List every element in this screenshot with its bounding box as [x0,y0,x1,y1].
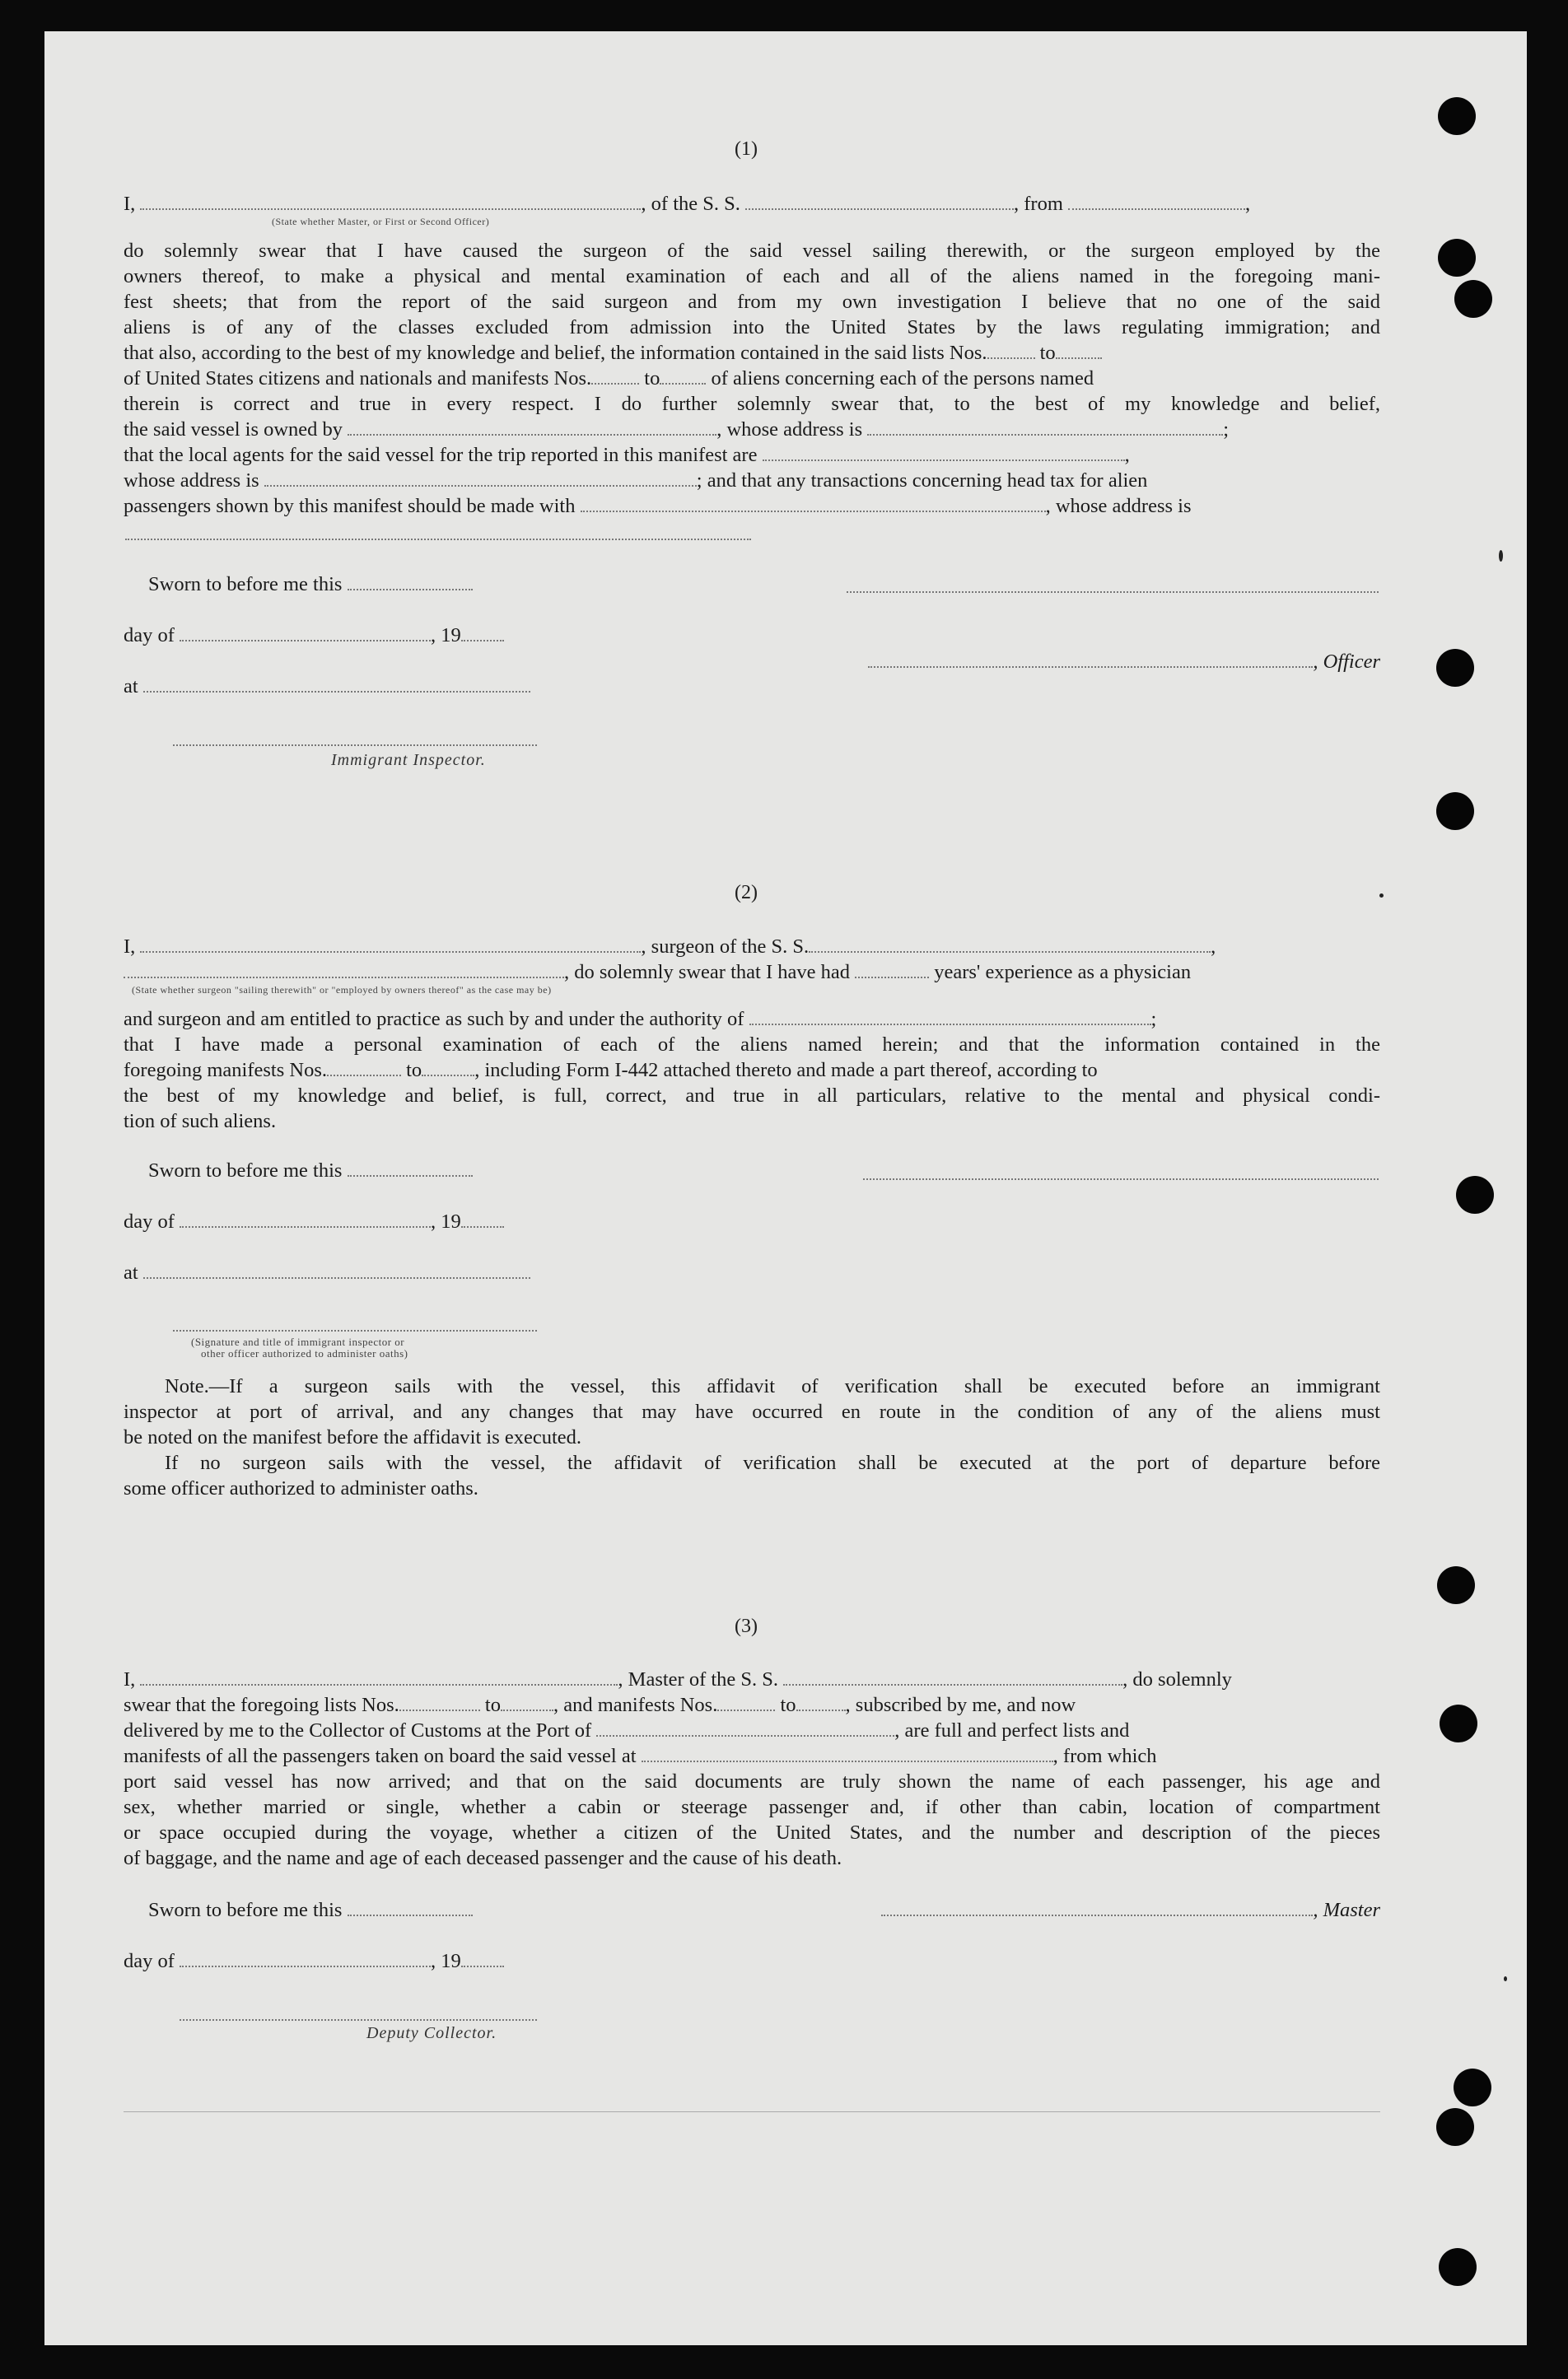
s1-address-line [124,468,1380,493]
s1-officer-caption: (State whether Master, or First or Second Officer) [272,216,490,227]
s3-line-4 [124,1743,1380,1769]
s2-sworn-line [148,1158,473,1183]
s1-officer-line [847,649,1380,674]
s1-sworn-line [148,571,473,597]
s2-years-text: years' experience as a physician [934,961,1192,983]
s2-semicolon: ; [1150,1008,1157,1030]
s2-sig-caption-2: other officer authorized to administer oaths) [201,1347,408,1360]
s1-owned-line [124,417,1380,442]
s3-lists-text: swear that the foregoing lists Nos. [124,1694,399,1716]
s3-line-2 [124,1692,1380,1718]
punch-hole [1456,1176,1494,1214]
s3-line-3 [124,1718,1380,1743]
s1-inspector-blank [173,744,537,746]
s2-to: to [406,1059,422,1081]
s1-para-line: do solemnly swear that I have caused the surgeon of the said vessel sailing therewith, or the surgeon employed by the [124,240,1380,262]
s3-para-line: or space occupied during the voyage, whether a citizen of the United States, and the number and description of the pieces [124,1822,1380,1844]
s1-line-1 [124,191,1380,217]
s1-from: , from [1014,193,1063,215]
punch-hole [1438,239,1476,277]
s2-comma: , [1211,935,1216,958]
punch-hole [1454,2069,1491,2106]
s3-para-line: of baggage, and the name and age of each deceased passenger and the cause of his death. [124,1847,842,1869]
s3-line-1 [124,1667,1380,1692]
s1-aliens-text: of aliens concerning each of the persons named [711,367,1094,390]
s1-address-text: , whose address is [716,418,863,441]
s2-dayof: day of [124,1210,175,1233]
s3-to: to [780,1694,796,1716]
s1-address-blank [125,538,751,540]
s2-authority-text: and surgeon and am entitled to practice as such by and under the authority of [124,1008,744,1030]
s1-para-line: owners thereof, to make a physical and mental examination of each and all of the aliens named in the foregoing mani- [124,265,1380,287]
s2-i: I, [124,935,136,958]
s2-surgeon-caption: (State whether surgeon "sailing therewith" or "employed by owners thereof" as the case may be) [132,984,552,996]
punch-hole [1436,792,1474,830]
s3-sworn-line [148,1897,473,1923]
s3-master-text: , Master of the S. S. [618,1668,779,1691]
s1-at: at [124,675,138,697]
s1-signature-blank [847,590,1379,593]
s2-note-line: be noted on the manifest before the affidavit is executed. [124,1426,582,1448]
s1-at-line [124,674,530,699]
s1-owned-text: the said vessel is owned by [124,418,343,441]
speck [1504,1976,1507,1981]
s2-year: , 19 [431,1210,461,1233]
s2-inspector-blank [173,1329,537,1332]
s2-signature-blank [863,1178,1379,1180]
s3-port-text: delivered by me to the Collector of Customs at the Port of [124,1719,592,1742]
s2-line-5 [124,1057,1380,1083]
punch-hole [1454,280,1492,318]
s2-note-line: If no surgeon sails with the vessel, the affidavit of verification shall be executed at the port of departure before [165,1452,1380,1474]
s2-line-3 [124,1006,1380,1032]
s2-note-line: some officer authorized to administer oaths. [124,1477,478,1500]
s2-at: at [124,1262,138,1284]
speck [1499,550,1503,562]
s1-para-line: fest sheets; that from the report of the said surgeon and from my own investigation I believe that no one of the said [124,291,1380,313]
s1-dayof: day of [124,624,175,646]
s1-passengers-line [124,493,1380,519]
s2-manifests-text: foregoing manifests Nos. [124,1059,327,1081]
punch-hole [1438,97,1476,135]
s3-day-line [124,1948,504,1974]
s2-para-line: the best of my knowledge and belief, is full, correct, and true in all particulars, relative to the mental and physical condi- [124,1085,1380,1107]
s3-lists-perfect-text: , are full and perfect lists and [894,1719,1130,1742]
s2-form-text: , including Form I-442 attached thereto and made a part thereof, according to [474,1059,1098,1081]
s1-year: , 19 [431,624,461,646]
s3-collector-blank [180,2018,537,2021]
punch-hole [1440,1705,1477,1742]
s1-officer-label: , Officer [1313,651,1380,673]
s1-address-text: whose address is [124,469,259,492]
s2-note-line: Note.—If a surgeon sails with the vessel, this affidavit of verification shall be executed before an immigrant [165,1375,1380,1397]
s3-solemnly-text: , do solemnly [1122,1668,1232,1691]
s2-para-line: tion of such aliens. [124,1110,277,1132]
s1-comma: , [1245,193,1251,215]
bottom-rule [124,2111,1380,2112]
s1-to: to [644,367,660,390]
s3-collector-label: Deputy Collector. [366,2024,497,2042]
s2-note-line: inspector at port of arrival, and any changes that may have occurred en route in the condition of any of the aliens must [124,1401,1380,1423]
s3-master-label: , Master [1313,1899,1380,1921]
section-1-title: (1) [735,138,758,160]
s2-surgeon-text: , surgeon of the S. S. [641,935,810,958]
s3-para-line: sex, whether married or single, whether a cabin or steerage passenger and, if other than cabin, location of compartment [124,1796,1380,1818]
s1-para-line: aliens is of any of the classes excluded from admission into the United States by the laws regulating immigration; and [124,316,1380,338]
s1-manifests-text: of United States citizens and nationals and manifests Nos. [124,367,592,390]
s1-semicolon: ; [1223,418,1230,441]
s1-address-text: , whose address is [1045,495,1192,517]
s1-lists-text: that also, according to the best of my knowledge and belief, the information contained in the said lists Nos. [124,342,987,364]
s1-passengers-text: passengers shown by this manifest should be made with [124,495,576,517]
s2-day-line [124,1209,504,1234]
s1-of-ss: , of the S. S. [641,193,740,215]
s3-sworn-text: Sworn to before me this [148,1899,343,1921]
s3-from-which: , from which [1052,1745,1157,1767]
section-2-title: (2) [735,882,758,903]
s1-agents-line [124,442,1380,468]
s1-manifests-line [124,366,1380,391]
s2-sig-caption-1: (Signature and title of immigrant inspector or [191,1336,405,1348]
s2-swear-text: , do solemnly swear that I have had [564,961,850,983]
s3-master-line [856,1897,1380,1923]
s1-sworn-text: Sworn to before me this [148,573,343,595]
s2-at-line [124,1260,530,1285]
s2-sworn-text: Sworn to before me this [148,1159,343,1182]
punch-hole [1436,649,1474,687]
section-3-title: (3) [735,1616,758,1637]
s2-line-2 [124,959,1380,985]
s2-para-line: that I have made a personal examination of each of the aliens named herein; and that the information contained in the [124,1033,1380,1056]
s3-i: I, [124,1668,136,1691]
s3-year: , 19 [431,1950,461,1972]
punch-hole [1439,2248,1477,2286]
s3-taken-text: manifests of all the passengers taken on board the said vessel at [124,1745,637,1767]
s1-to: to [1039,342,1056,364]
s1-agents-text: that the local agents for the said vessel for the trip reported in this manifest are [124,444,758,466]
s3-manifests-text: , and manifests Nos. [553,1694,718,1716]
s2-line-1 [124,934,1380,959]
s3-to: to [484,1694,501,1716]
punch-hole [1436,2108,1474,2146]
s1-day-line [124,623,504,648]
s1-i: I, [124,193,136,215]
s3-subscribed-text: , subscribed by me, and now [845,1694,1076,1716]
s1-comma: , [1124,444,1130,466]
s1-para-line: therein is correct and true in every respect. I do further solemnly swear that, to the best of my knowledge and belief, [124,393,1380,415]
s1-inspector-label: Immigrant Inspector. [331,751,486,769]
s1-lists-line [124,340,1380,366]
s1-headtax-text: ; and that any transactions concerning head tax for alien [696,469,1148,492]
s3-para-line: port said vessel has now arrived; and that on the said documents are truly shown the name of each passenger, his age and [124,1770,1380,1793]
punch-hole [1437,1566,1475,1604]
speck [1379,893,1384,898]
s3-dayof: day of [124,1950,175,1972]
